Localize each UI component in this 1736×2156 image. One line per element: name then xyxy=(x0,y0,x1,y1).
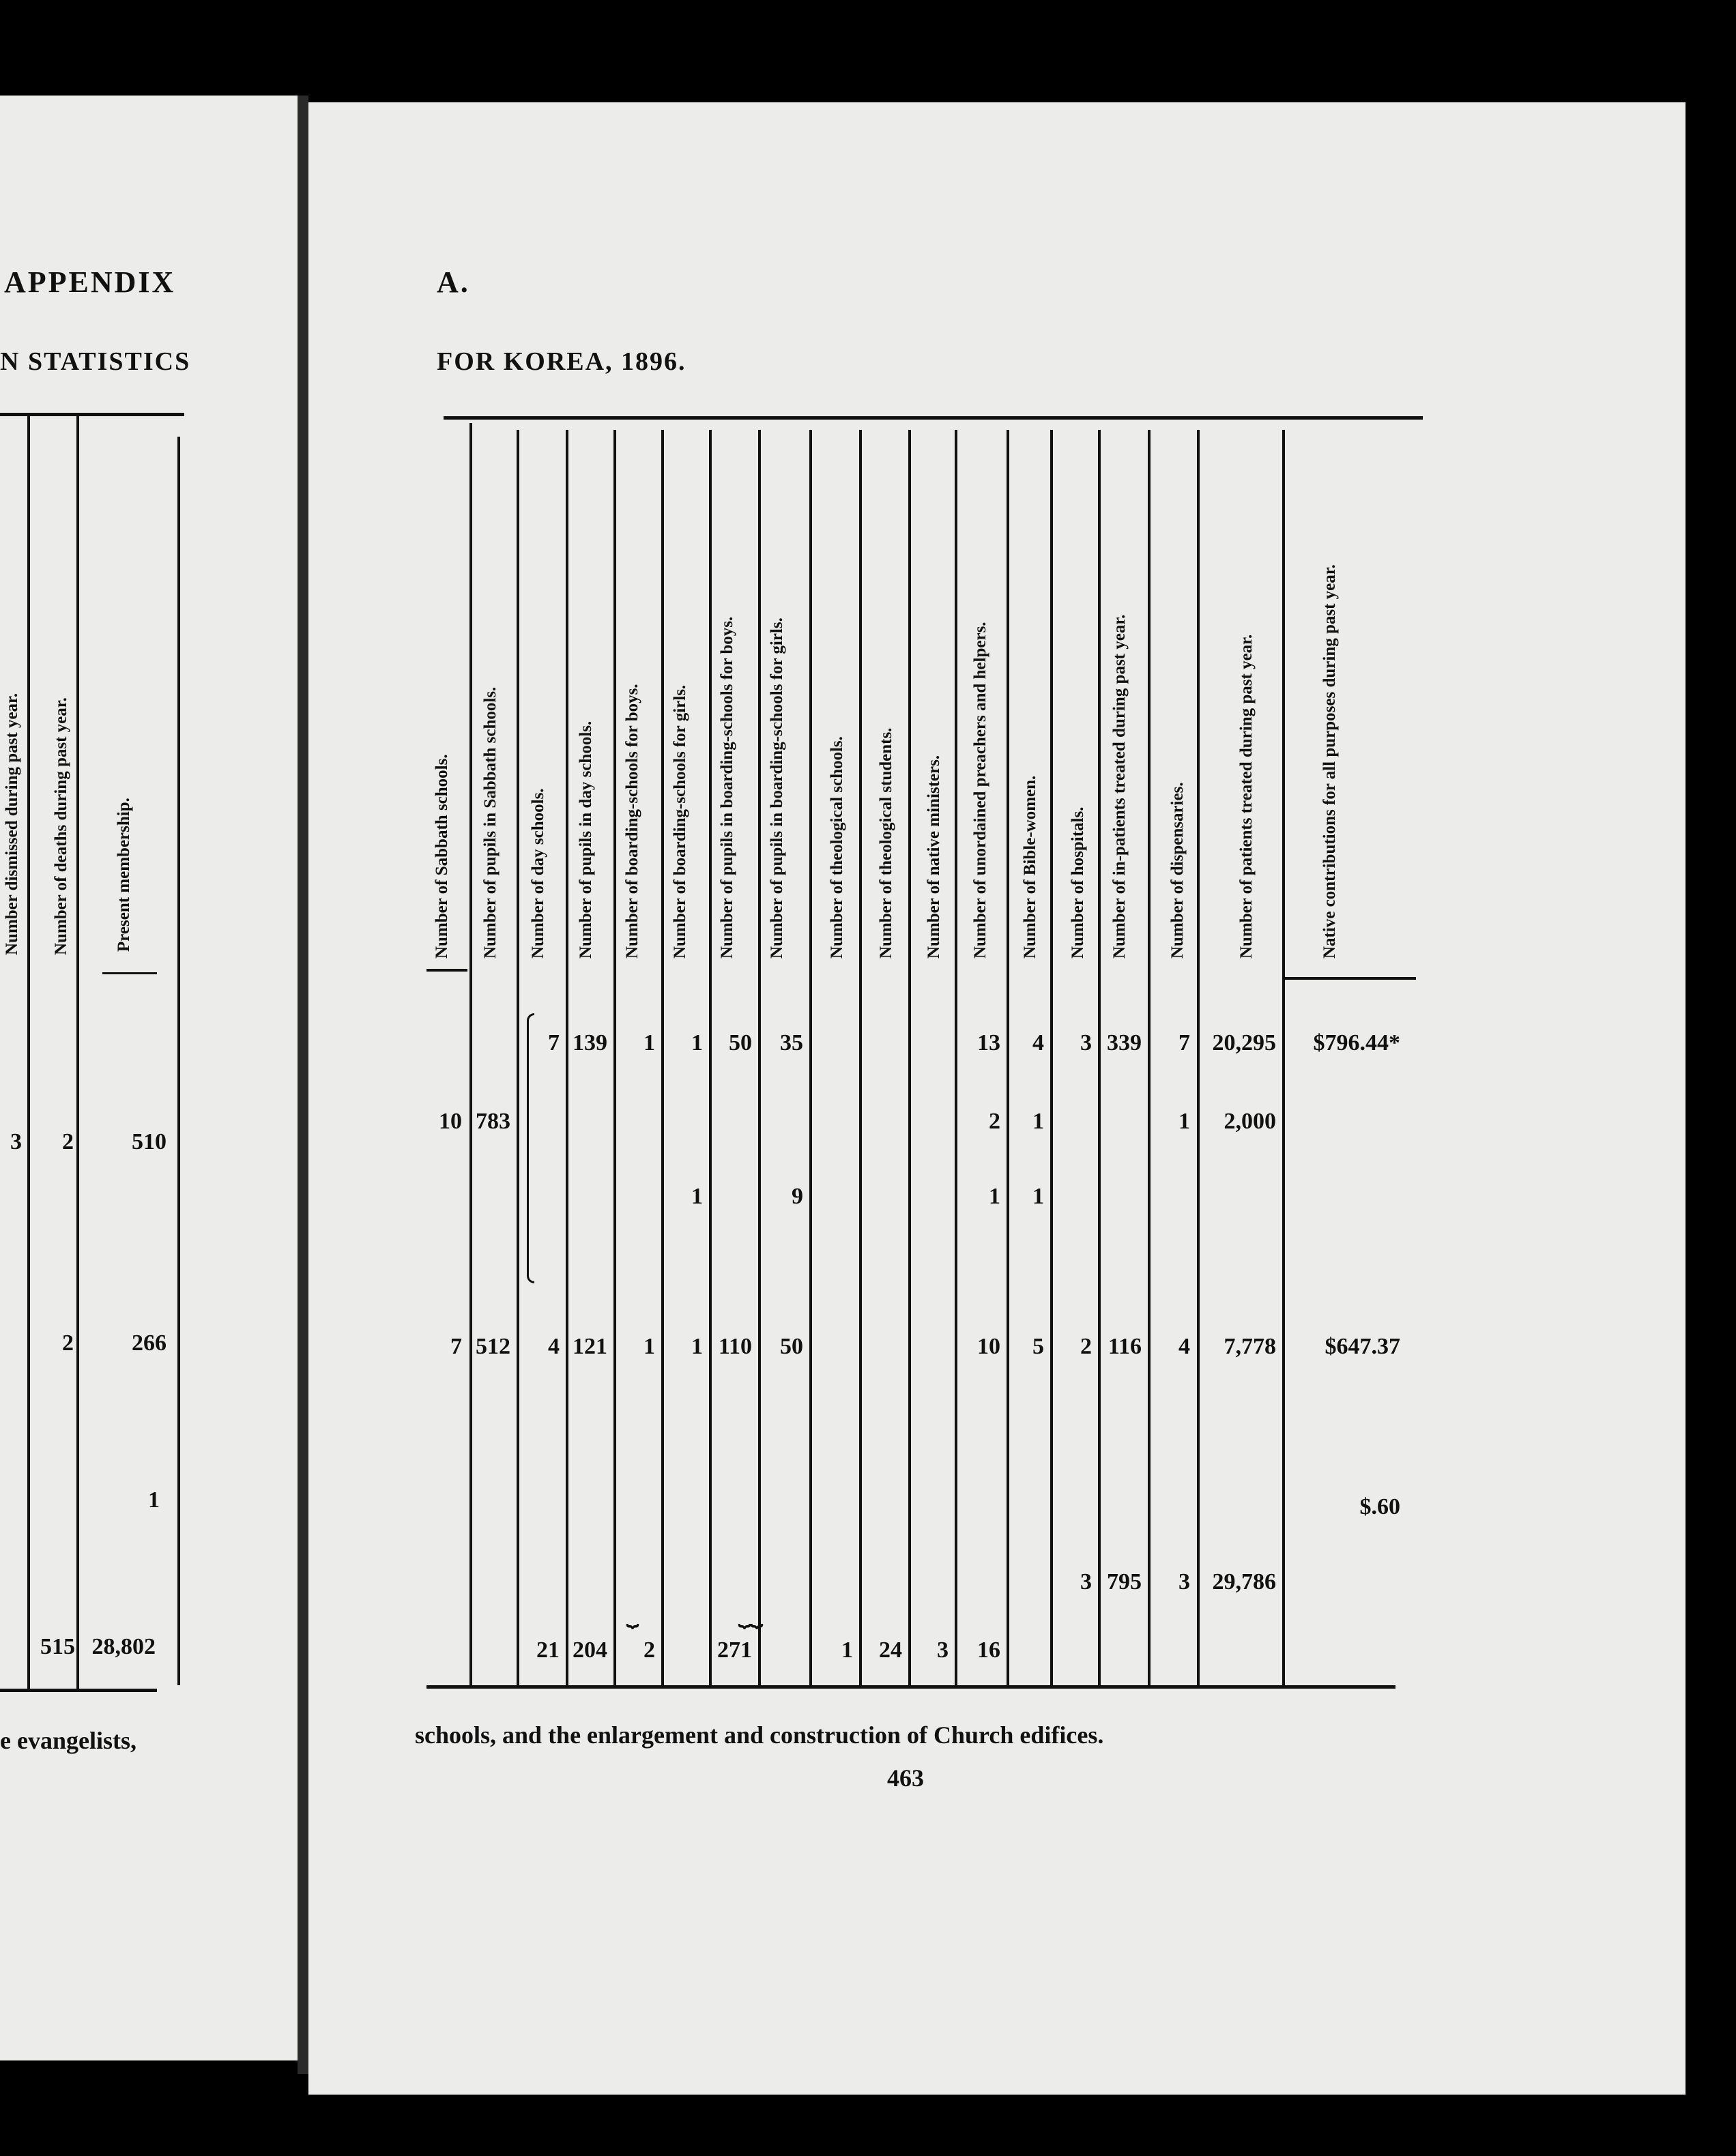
left-cell: 28,802 xyxy=(91,1634,156,1659)
table-cell: $647.37 xyxy=(1325,1334,1400,1359)
col-header-theological-students: Number of theological students. xyxy=(877,727,895,959)
col-header-patients-treated: Number of patients treated during past year. xyxy=(1237,634,1256,959)
column-divider xyxy=(709,430,712,1685)
table-cell: 121 xyxy=(573,1334,607,1359)
table-cell: 4 xyxy=(1178,1334,1190,1359)
left-cell: 2 xyxy=(62,1330,74,1356)
table-cell: $.60 xyxy=(1359,1494,1400,1519)
table-cell: 16 xyxy=(977,1637,1000,1663)
table-cell: 1 xyxy=(841,1637,853,1663)
combined-brace-mark: ⏟⏟ xyxy=(738,1605,763,1627)
col-header-in-patients: Number of in-patients treated during past year. xyxy=(1110,614,1129,959)
right-page-footer: schools, and the enlargement and construction of Church edifices. xyxy=(415,1721,1104,1749)
column-divider xyxy=(566,430,568,1685)
col-header-hospitals: Number of hospitals. xyxy=(1069,806,1087,959)
table-cell: 1 xyxy=(643,1334,655,1359)
left-cell: 515 xyxy=(40,1634,75,1659)
left-col-divider xyxy=(27,416,30,1689)
col-header-native-ministers: Number of native ministers. xyxy=(925,755,943,959)
header-rule-left xyxy=(426,969,467,972)
table-cell: 3 xyxy=(937,1637,949,1663)
header-rule-right xyxy=(1283,977,1416,980)
table-cell: 7 xyxy=(450,1334,462,1359)
table-cell: 7 xyxy=(1178,1030,1190,1055)
table-cell: 1 xyxy=(989,1184,1000,1209)
column-divider xyxy=(1098,430,1101,1685)
left-page-footer: e evangelists, xyxy=(0,1727,136,1754)
table-cell: 7,778 xyxy=(1224,1334,1276,1359)
column-divider xyxy=(469,423,472,1685)
table-cell: 512 xyxy=(476,1334,510,1359)
table-cell: $796.44* xyxy=(1313,1030,1400,1055)
table-cell: 1 xyxy=(643,1030,655,1055)
table-cell: 9 xyxy=(792,1184,803,1209)
col-header-pupils-boarding-girls: Number of pupils in boarding-schools for girls. xyxy=(768,617,786,959)
col-header-unordained-preachers: Number of unordained preachers and helpers. xyxy=(971,622,989,959)
table-cell: 339 xyxy=(1107,1030,1142,1055)
table-cell: 1 xyxy=(691,1184,703,1209)
column-divider xyxy=(661,430,664,1685)
column-divider xyxy=(908,430,911,1685)
col-header-boarding-boys: Number of boarding-schools for boys. xyxy=(623,684,641,959)
column-divider xyxy=(1050,430,1053,1685)
col-header-pupils-boarding-boys: Number of pupils in boarding-schools for boys. xyxy=(718,616,736,959)
table-cell: 271 xyxy=(717,1637,752,1663)
column-divider xyxy=(809,430,812,1685)
table-cell: 110 xyxy=(718,1334,752,1359)
col-header-sabbath-schools: Number of Sabbath schools. xyxy=(433,754,451,959)
col-header-dispensaries: Number of dispensaries. xyxy=(1168,782,1187,959)
table-cell: 1 xyxy=(1178,1109,1190,1134)
table-cell: 4 xyxy=(1032,1030,1044,1055)
table-cell: 50 xyxy=(780,1334,803,1359)
table-cell: 1 xyxy=(1032,1109,1044,1134)
col-header-theological-schools: Number of theological schools. xyxy=(828,736,846,959)
column-divider xyxy=(955,430,957,1685)
table-cell: 3 xyxy=(1080,1569,1092,1594)
left-col-divider xyxy=(177,437,180,1685)
table-cell: 2 xyxy=(989,1109,1000,1134)
left-cell: 510 xyxy=(132,1129,167,1154)
table-cell: 13 xyxy=(977,1030,1000,1055)
col-header-boarding-girls: Number of boarding-schools for girls. xyxy=(671,684,689,959)
table-bottom-rule xyxy=(426,1685,1395,1689)
table-cell: 3 xyxy=(1080,1030,1092,1055)
left-cell: 3 xyxy=(10,1129,22,1154)
col-header-native-contributions: Native contributions for all purposes during past year. xyxy=(1320,564,1339,959)
left-header-rule xyxy=(102,972,157,974)
table-cell: 4 xyxy=(548,1334,560,1359)
table-cell: 20,295 xyxy=(1212,1030,1276,1055)
column-divider xyxy=(1007,430,1009,1685)
table-cell: 783 xyxy=(476,1109,510,1134)
table-cell: 35 xyxy=(780,1030,803,1055)
left-col-header: Number of deaths during past year. xyxy=(52,697,70,955)
column-divider xyxy=(1197,430,1200,1685)
column-divider xyxy=(613,430,616,1685)
table-cell: 10 xyxy=(977,1334,1000,1359)
left-col-header: Present membership. xyxy=(115,798,133,952)
column-divider xyxy=(517,430,519,1685)
col-header-bible-women: Number of Bible-women. xyxy=(1021,775,1039,959)
left-cell: 2 xyxy=(62,1129,74,1154)
table-top-rule xyxy=(444,416,1423,420)
left-table-bottom-rule xyxy=(0,1689,157,1692)
table-cell: 1 xyxy=(691,1030,703,1055)
table-cell: 1 xyxy=(691,1334,703,1359)
table-cell: 204 xyxy=(573,1637,607,1663)
col-header-sabbath-pupils: Number of pupils in Sabbath schools. xyxy=(481,686,500,959)
left-page xyxy=(0,96,298,2060)
column-divider xyxy=(758,430,761,1685)
table-cell: 5 xyxy=(1032,1334,1044,1359)
col-header-day-schools: Number of day schools. xyxy=(529,788,547,959)
table-cell: 24 xyxy=(879,1637,902,1663)
table-cell: 29,786 xyxy=(1212,1569,1276,1594)
table-cell: 21 xyxy=(536,1637,560,1663)
column-divider xyxy=(859,430,862,1685)
table-cell: 139 xyxy=(573,1030,607,1055)
left-cell: 266 xyxy=(132,1330,167,1356)
table-cell: 795 xyxy=(1107,1569,1142,1594)
table-cell: 2,000 xyxy=(1224,1109,1276,1134)
table-cell: 116 xyxy=(1108,1334,1142,1359)
table-cell: 2 xyxy=(643,1637,655,1663)
left-cell: 1 xyxy=(148,1487,160,1513)
right-page xyxy=(308,102,1686,2095)
right-page-subtitle: FOR KOREA, 1896. xyxy=(437,347,686,376)
left-col-header: Number dismissed during past year. xyxy=(3,693,21,955)
table-cell: 2 xyxy=(1080,1334,1092,1359)
page-number: 463 xyxy=(887,1764,924,1792)
table-cell: 1 xyxy=(1032,1184,1044,1209)
combined-brace-mark: ⏟ xyxy=(626,1605,639,1627)
table-cell: 50 xyxy=(729,1030,752,1055)
table-cell: 3 xyxy=(1178,1569,1190,1594)
book-gutter xyxy=(298,96,308,2074)
left-page-title: APPENDIX xyxy=(4,265,176,299)
left-page-subtitle: N STATISTICS xyxy=(0,347,191,376)
table-cell: 7 xyxy=(548,1030,560,1055)
column-divider xyxy=(1148,430,1151,1685)
right-page-title: A. xyxy=(437,265,470,299)
col-header-day-pupils: Number of pupils in day schools. xyxy=(577,720,595,959)
table-cell: 10 xyxy=(439,1109,462,1134)
